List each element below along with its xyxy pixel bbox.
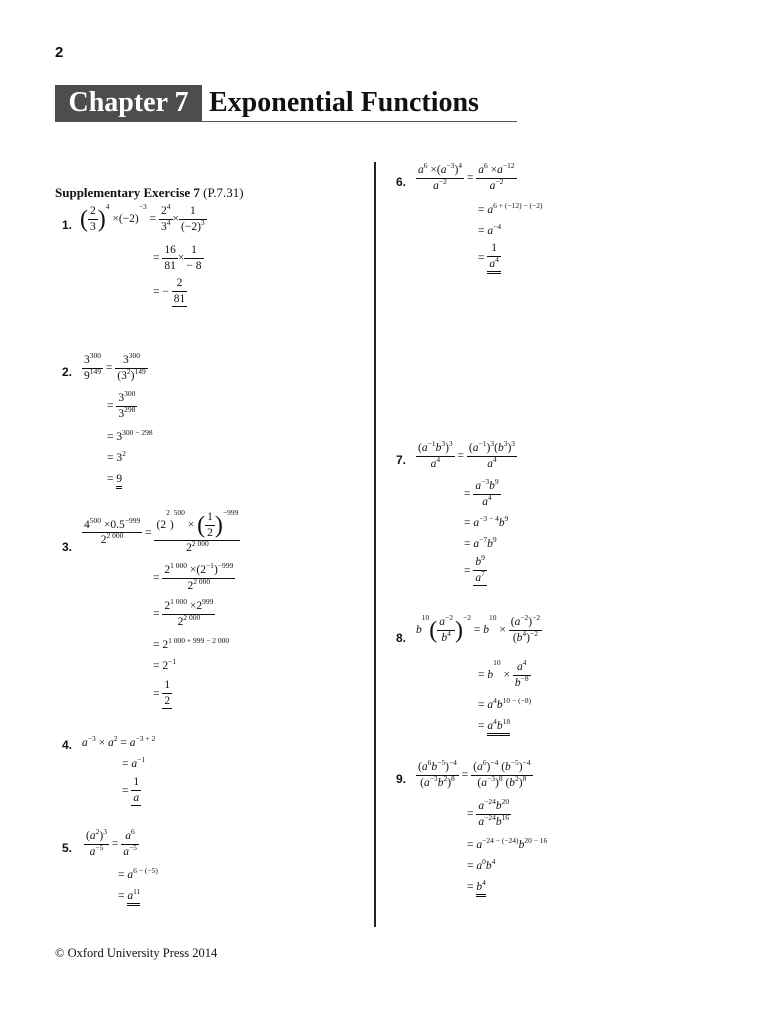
solution-line: = $\frac{1}{2}$ <box>153 680 172 709</box>
solution-line: = $a^{6 + (-12) - (-2)}$ <box>478 201 543 216</box>
solution-line: $\frac{3^{300}}{9^{149}}$ = $\frac{3^{300}}{(3^2)^{149}}$ <box>84 351 146 382</box>
solution-line: = $a^{-24 - (-24)}b^{20 - 16}$ <box>467 836 548 851</box>
chapter-title: Exponential Functions <box>209 87 479 118</box>
solution-line: ( $\frac{2}{3}$ )$^4 \times(-2)^{-3}$ = $\frac{2^4}{3^4}$ × $\frac{1}{(-2)^3}$ <box>80 202 205 233</box>
solution-line: = $3^{300 - 298}$ <box>107 428 153 443</box>
solution-line: $\frac{(a^6b^{-5})^{-4}}{(a^{-3}b^2)^8}$ = $\frac{(a^6)^{-4} (b^{-5})^{-4}}{(a^{-3})^8 (b^2)^8}$ <box>418 758 531 789</box>
solution-line: = $a^4b^{10 - (-8)}$ <box>478 696 532 711</box>
solution-line: = $a^{-3 - 4}b^9$ <box>464 514 509 529</box>
solution-line: = $a^4b^{18}$ <box>478 721 510 733</box>
column-divider <box>374 162 376 927</box>
section-reference: (P.7.31) <box>203 185 244 200</box>
page-number: 2 <box>55 44 64 61</box>
question-number: 8. <box>396 631 407 645</box>
solution-line: $a^{-3} \times a^2 = a^{-3 + 2}$ <box>82 734 156 749</box>
solution-line: = $\frac{16}{81}$ × $\frac{1}{- 8}$ <box>153 244 202 272</box>
solution-line: = $\frac{2^{1 000} \times 2^{999}}{2^{2 000}}$ <box>153 597 214 628</box>
solution-line: = $\frac{1}{a^4}$ <box>478 243 501 274</box>
solution-line: $b^{10}$( $\frac{a^{-2}}{b^4}$ )$^{-2} = b^{10}$ × $\frac{(a^{-2})^{-2}}{(b^4)^{-2}}$ <box>416 613 541 644</box>
chapter-banner <box>55 85 517 122</box>
solution-line: $\frac{(a^{-1}b^3)^3}{a^4}$ = $\frac{(a^{-1})^3(b^3)^3}{a^4}$ <box>418 439 516 470</box>
solution-line: = $a^{11}$ <box>118 891 140 903</box>
question-number: 7. <box>396 453 407 467</box>
copyright-footer: © Oxford University Press 2014 <box>55 946 218 960</box>
solution-line: = $3^2$ <box>107 449 126 464</box>
solution-line: = 9 <box>107 474 122 486</box>
question-number: 5. <box>62 841 73 855</box>
solution-line: = $\frac{1}{a}$ <box>122 777 141 806</box>
question-number: 2. <box>62 365 73 379</box>
solution-line: = $\frac{2^{1 000} \times(2^{-1})^{-999}}{2^{2 000}}$ <box>153 561 234 592</box>
solution-line: $\frac{(a^2)^3}{a^{-5}}$ = $\frac{a^6}{a^{-5}}$ <box>86 827 137 858</box>
solution-line: = $a^{6 - (-5)}$ <box>118 866 158 881</box>
solution-line: = $a^{-7}b^9$ <box>464 535 497 550</box>
solution-line: = $2^{-1}$ <box>153 657 177 672</box>
question-number: 6. <box>396 175 407 189</box>
solution-line: = $\frac{b^9}{a^7}$ <box>464 557 487 586</box>
question-number: 3. <box>62 540 73 554</box>
chapter-label: Chapter 7 <box>55 85 202 121</box>
solution-line: = $\frac{a^{-24}b^{20}}{a^{-24}b^{16}}$ <box>467 797 510 828</box>
solution-line: = − $\frac{2}{81}$ <box>153 278 187 307</box>
solution-line: = $b^{10}$ × $\frac{a^4}{b^{-8}}$ <box>478 658 529 689</box>
solution-line: = $\frac{3^{300}}{3^{298}}$ <box>107 389 136 420</box>
solution-line: = $a^{-4}$ <box>478 222 502 237</box>
solution-line: $\frac{4^{500} \times 0.5^{-999}}{2^{2 000}}$ = $(2^2)^{500}$ × ( $\frac{1}{2}$ )$^{-999}$ $2^{2 000}$ <box>84 508 239 554</box>
solution-line: = $a^0b^4$ <box>467 857 496 872</box>
section-heading <box>55 185 244 201</box>
solution-line: = $b^4$ <box>467 882 486 894</box>
solution-line: $\frac{a^6 \times(a^{-3})^4}{a^{-2}}$ = $\frac{a^6 \times a^{-12}}{a^{-2}}$ <box>418 161 515 192</box>
question-number: 9. <box>396 772 407 786</box>
solution-line: = $2^{1 000 + 999 - 2 000}$ <box>153 636 230 651</box>
question-number: 1. <box>62 218 73 232</box>
solution-line: = $\frac{a^{-3}b^9}{a^4}$ <box>464 477 499 508</box>
question-number: 4. <box>62 738 73 752</box>
section-title: Supplementary Exercise 7 <box>55 185 200 200</box>
solution-line: = $a^{-1}$ <box>122 755 146 770</box>
